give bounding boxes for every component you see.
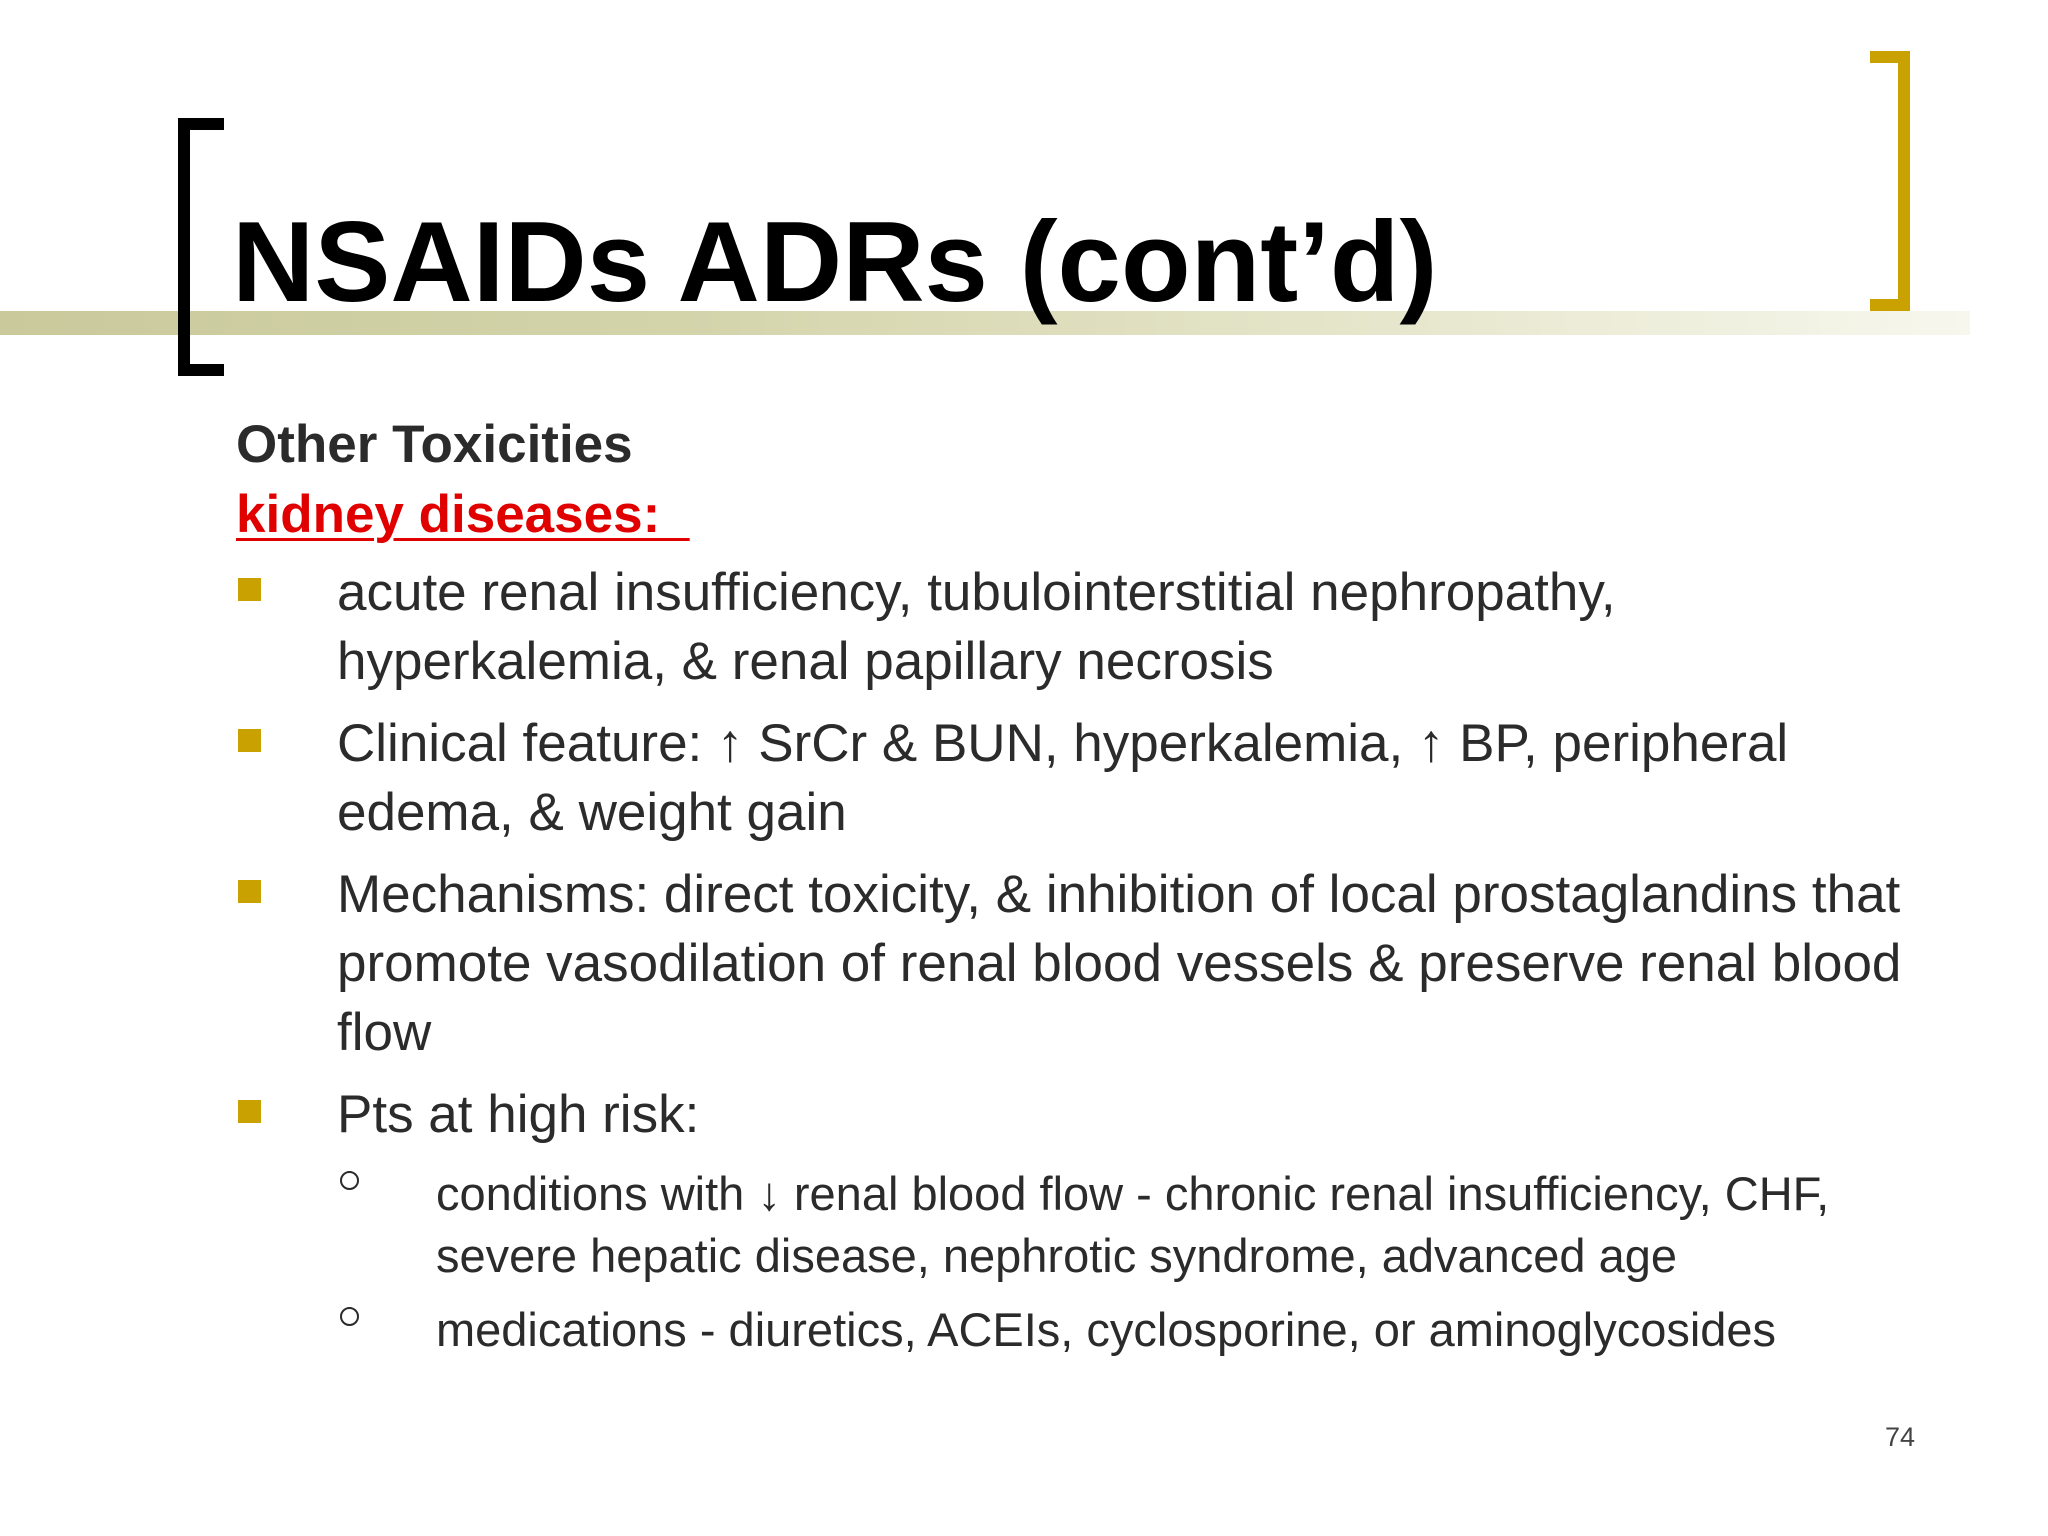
page-number: 74 <box>1885 1422 1916 1452</box>
square-bullet-icon <box>238 1100 261 1123</box>
sub-bullet-text: medications - diuretics, ACEIs, cyclosporine, or aminoglycosides <box>436 1303 1777 1356</box>
section-heading: kidney diseases: <box>236 485 690 544</box>
slide-title: NSAIDs ADRs (cont’d) <box>232 199 1438 326</box>
subheading: Other Toxicities <box>236 415 633 474</box>
left-bracket-decoration <box>178 118 224 376</box>
bullet-text: Pts at high risk: <box>337 1085 700 1144</box>
bullet-text: Mechanisms: direct toxicity, & inhibition of local prostaglandins that promote vasodilation of renal blood vessels & preserve renal blood flow <box>337 865 1902 1062</box>
sub-bullet-list <box>337 1163 1936 1361</box>
bullet-item <box>236 1080 1936 1361</box>
circle-bullet-icon <box>340 1307 359 1326</box>
square-bullet-icon <box>238 578 261 601</box>
circle-bullet-icon <box>340 1171 359 1190</box>
right-bracket-decoration <box>1870 51 1910 311</box>
bullet-item <box>236 709 1936 847</box>
square-bullet-icon <box>238 880 261 903</box>
sub-bullet-text: conditions with ↓ renal blood flow - chronic renal insufficiency, CHF, severe hepatic disease, nephrotic syndrome, advanced age <box>436 1167 1830 1282</box>
bullet-item <box>236 558 1936 696</box>
bullet-list <box>236 558 1936 1361</box>
sub-bullet-item <box>337 1163 1936 1287</box>
slide-body <box>236 410 1936 1374</box>
sub-bullet-item <box>337 1299 1936 1361</box>
bullet-item <box>236 860 1936 1067</box>
square-bullet-icon <box>238 729 261 752</box>
bullet-text: Clinical feature: ↑ SrCr & BUN, hyperkalemia, ↑ BP, peripheral edema, & weight gain <box>337 714 1789 842</box>
bullet-text: acute renal insufficiency, tubulointerstitial nephropathy, hyperkalemia, & renal papillary necrosis <box>337 563 1616 691</box>
